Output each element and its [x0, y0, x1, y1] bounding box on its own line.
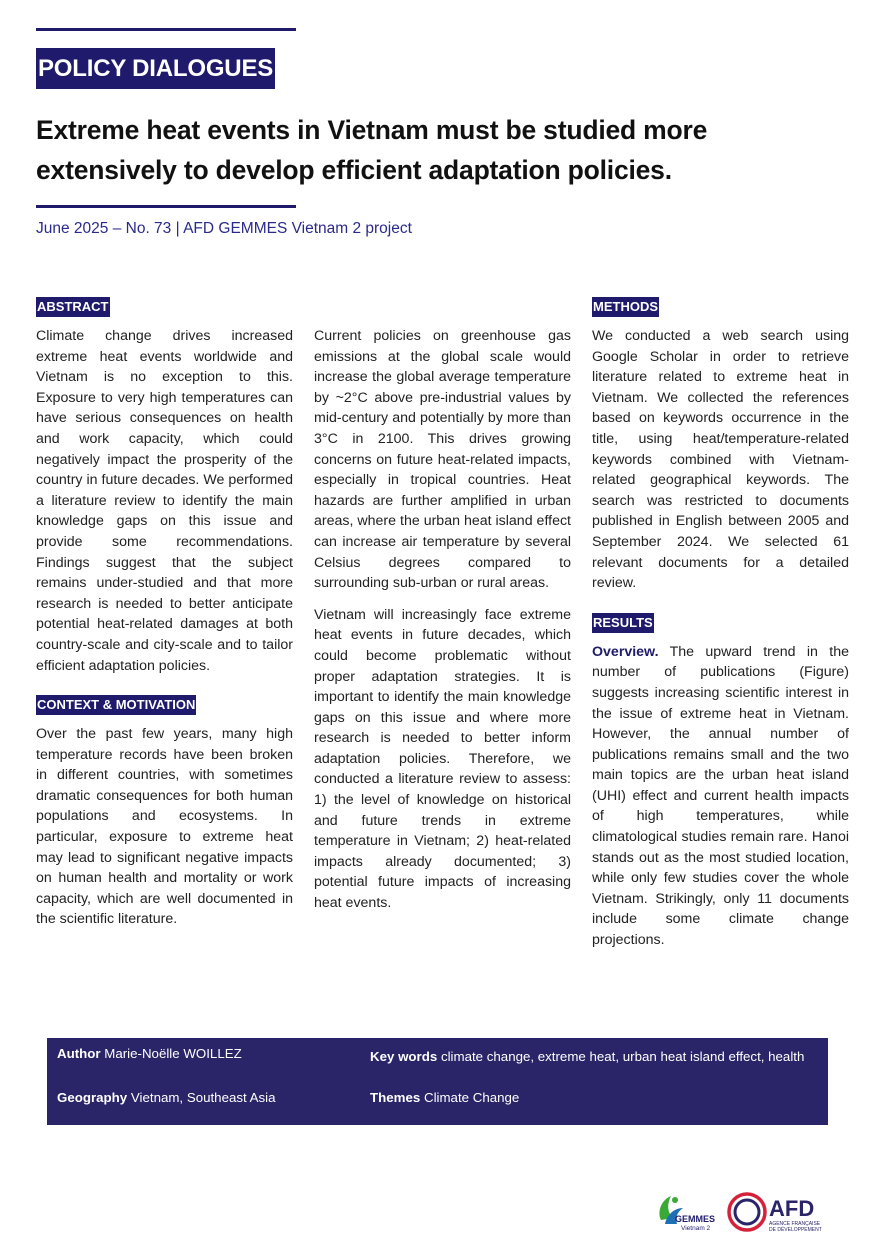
author-field: [57, 1046, 242, 1061]
info-box: [47, 1038, 828, 1125]
methods-heading: METHODS: [592, 297, 659, 317]
afd-subtext-2: DE DÉVELOPPEMENT: [769, 1227, 822, 1233]
themes-value: Climate Change: [420, 1090, 520, 1105]
results-text: The upward trend in the number of publications (Figure) suggests increasing scientific interest in the issue of extreme heat in Vietnam. However, the annual number of publications remains small and the two main topics are the urban heat island (UHI) effect and current health impacts of high temperatures, while climatological studies remain rare. Hanoi stands out as the most studied location, while only few studies cover the whole Vietnam. Strikingly, only 11 documents include some climate change projections.: [592, 643, 849, 949]
themes-label: Themes: [370, 1090, 421, 1105]
dot-icon: [672, 1197, 678, 1203]
afd-inner-ring-icon: [735, 1200, 759, 1224]
context-paragraph-2: Current policies on greenhouse gas emissions at the global scale would increase the global average temperature by ~2°C above pre-industrial values by mid-century and potentially by more than 3°C in 2100. This drives growing concerns on future heat-related impacts, especially in tropical countries. Heat hazards are further amplified in urban areas, where the urban heat island effect can increase air temperature by several Celsius degrees compared to surrounding sub-urban or rural areas.: [314, 328, 571, 592]
issue-meta: June 2025 – No. 73 | AFD GEMMES Vietnam 2 project: [36, 220, 412, 237]
abstract-heading: ABSTRACT: [36, 297, 110, 317]
column-right: [592, 297, 849, 962]
gemmes-logo: [659, 1196, 715, 1232]
keywords-label: Key words: [370, 1049, 438, 1064]
themes-field: [370, 1090, 519, 1105]
author-value: Marie-Noëlle WOILLEZ: [100, 1046, 242, 1061]
partner-logos: [653, 1186, 833, 1234]
abstract-text: Climate change drives increased extreme heat events worldwide and Vietnam is no exception to this. Exposure to very high temperatures can have serious consequences on health and work capacity, which could negatively impact the prosperity of the country in future decades. We performed a literature review to identify the main knowledge gaps on this issue and provide some recommendations. Findings suggest that the subject remains under-studied and that more research is needed to better anticipate potential heat-related damages at both country-scale and city-scale and to tailor efficient adaptation policies.: [36, 328, 293, 674]
context-paragraph-3: Vietnam will increasingly face extreme heat events in future decades, which could become problematic without proper adaptation strategies. It is important to identify the main knowledge gaps on this issue and where more research is needed to better inform adaptation policies. Therefore, we conducted a literature review to assess: 1) the level of knowledge on historical and future trends in extreme temperature in Vietnam; 2) heat-related impacts already documented; 3) potential future impacts of increasing heat events.: [314, 606, 571, 912]
title-rule: [36, 205, 296, 208]
afd-text: AFD: [769, 1196, 815, 1221]
results-paragraph: [592, 642, 849, 951]
context-heading: CONTEXT & MOTIVATION: [36, 695, 196, 715]
afd-logo: [729, 1194, 822, 1233]
gemmes-text: GEMMES: [675, 1214, 716, 1224]
results-lead: Overview.: [592, 643, 659, 660]
series-label: POLICY DIALOGUES: [36, 48, 275, 89]
context-paragraph-1: Over the past few years, many high temperature records have been broken in different countries, with sometimes dramatic consequences for both human populations and ecosystems. In particular, exposure to extreme heat may lead to significant negative impacts on human health and mortality or work capacity, which are well documented in the scientific literature.: [36, 726, 293, 928]
results-heading: RESULTS: [592, 613, 654, 633]
column-middle: [314, 326, 571, 925]
methods-text: We conducted a web search using Google Scholar in order to retrieve literature related to extreme heat in Vietnam. We collected the references based on keywords occurrence in the title, using heat/temperature-related keywords combined with Vietnam-related geographical keywords. The search was restricted to documents published in English between 2005 and September 2024. We selected 61 relevant documents for a detailed review.: [592, 328, 849, 592]
geography-value: Vietnam, Southeast Asia: [127, 1090, 276, 1105]
gemmes-subtext: Vietnam 2: [681, 1225, 711, 1232]
page-title: Extreme heat events in Vietnam must be studied more extensively to develop efficient adaptation policies.: [36, 115, 708, 185]
keywords-value: climate change, extreme heat, urban heat island effect, health: [437, 1049, 805, 1064]
afd-subtext-1: AGENCE FRANÇAISE: [769, 1221, 821, 1227]
geography-label: Geography: [57, 1090, 128, 1105]
top-rule: [36, 28, 296, 31]
keywords-field: [370, 1049, 804, 1064]
geography-field: [57, 1090, 276, 1105]
author-label: Author: [57, 1046, 101, 1061]
column-left: [36, 297, 293, 941]
